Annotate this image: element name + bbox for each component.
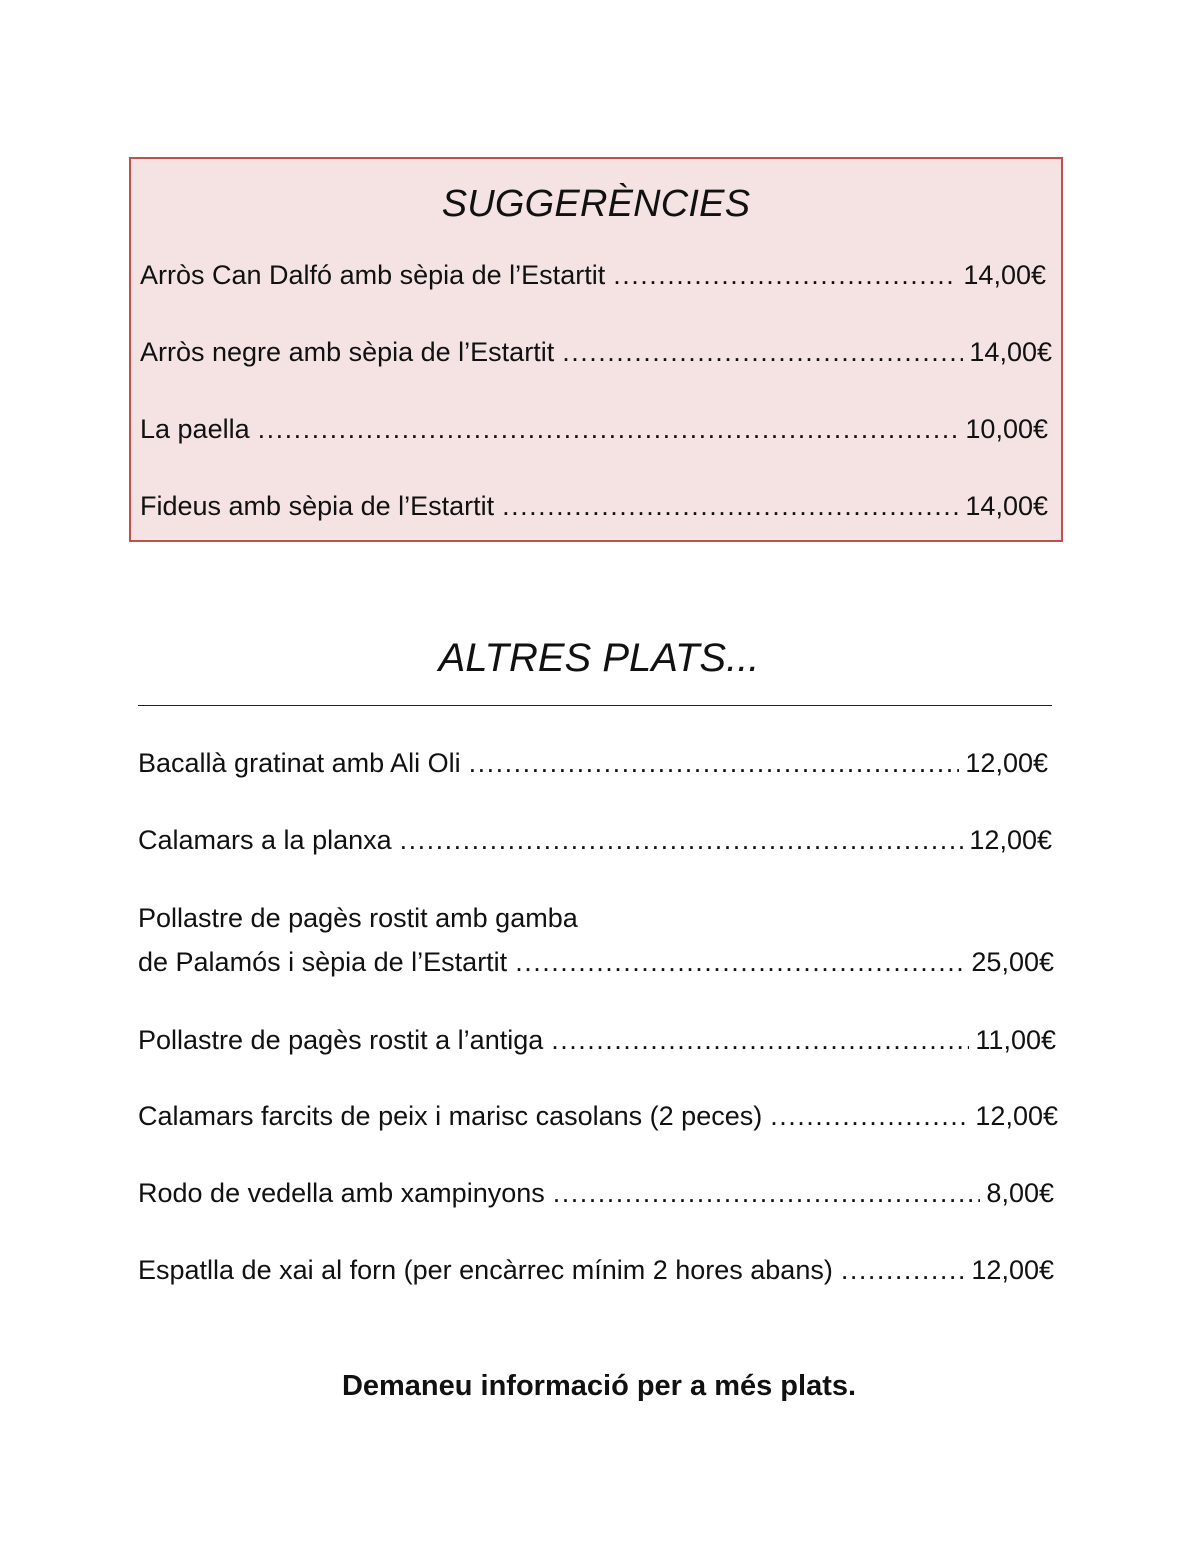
section-divider	[138, 705, 1052, 706]
dish-name: Espatlla de xai al forn (per encàrrec mínim 2 hores abans)	[138, 1255, 833, 1285]
dish-price: 25,00€	[971, 947, 1054, 977]
dot-leader	[613, 258, 957, 292]
dot-leader	[400, 823, 964, 857]
dish-name: Arròs Can Dalfó amb sèpia de l’Estartit	[140, 260, 606, 290]
altres-title: ALTRES PLATS...	[438, 636, 760, 680]
dish-price: 10,00€	[965, 414, 1048, 444]
menu-item	[138, 1176, 1054, 1210]
menu-item	[138, 1099, 1058, 1133]
dot-leader	[551, 1023, 969, 1057]
dish-name: Fideus amb sèpia de l’Estartit	[140, 491, 495, 521]
dish-price: 12,00€	[969, 825, 1052, 855]
menu-item	[138, 1253, 1054, 1287]
dish-name-line1: Pollastre de pagès rostit amb gamba	[138, 903, 578, 933]
dot-leader	[469, 746, 960, 780]
suggestions-title: SUGGERÈNCIES	[441, 183, 751, 225]
dish-price: 12,00€	[971, 1255, 1054, 1285]
dot-leader	[258, 412, 960, 446]
dot-leader	[502, 489, 959, 523]
dish-name: Pollastre de pagès rostit a l’antiga	[138, 1025, 544, 1055]
dish-price: 8,00€	[986, 1178, 1054, 1208]
menu-item	[140, 489, 1048, 523]
menu-item	[138, 746, 1048, 780]
dish-price: 14,00€	[963, 260, 1046, 290]
dish-name: Calamars a la planxa	[138, 825, 392, 855]
menu-item	[138, 823, 1052, 857]
menu-item	[140, 258, 1046, 292]
suggestions-box	[129, 157, 1063, 542]
dish-name: Calamars farcits de peix i marisc casolans (2 peces)	[138, 1101, 763, 1131]
dot-leader	[553, 1176, 981, 1210]
dot-leader	[770, 1099, 969, 1133]
menu-item	[138, 1023, 1056, 1057]
dish-price: 12,00€	[965, 748, 1048, 778]
dish-price: 14,00€	[965, 491, 1048, 521]
footer-note: Demaneu informació per a més plats.	[341, 1370, 857, 1402]
dish-price: 14,00€	[969, 337, 1052, 367]
menu-item	[138, 945, 1054, 979]
dish-price: 11,00€	[975, 1025, 1056, 1055]
dot-leader	[841, 1253, 966, 1287]
menu-item	[140, 412, 1048, 446]
dish-name: de Palamós i sèpia de l’Estartit	[138, 947, 508, 977]
dish-name: La paella	[140, 414, 250, 444]
dot-leader	[515, 945, 965, 979]
dish-name: Arròs negre amb sèpia de l’Estartit	[140, 337, 555, 367]
dish-name: Rodo de vedella amb xampinyons	[138, 1178, 545, 1208]
menu-item	[140, 335, 1052, 369]
dish-price: 12,00€	[975, 1101, 1058, 1131]
dish-name: Bacallà gratinat amb Ali Oli	[138, 748, 461, 778]
dot-leader	[562, 335, 963, 369]
